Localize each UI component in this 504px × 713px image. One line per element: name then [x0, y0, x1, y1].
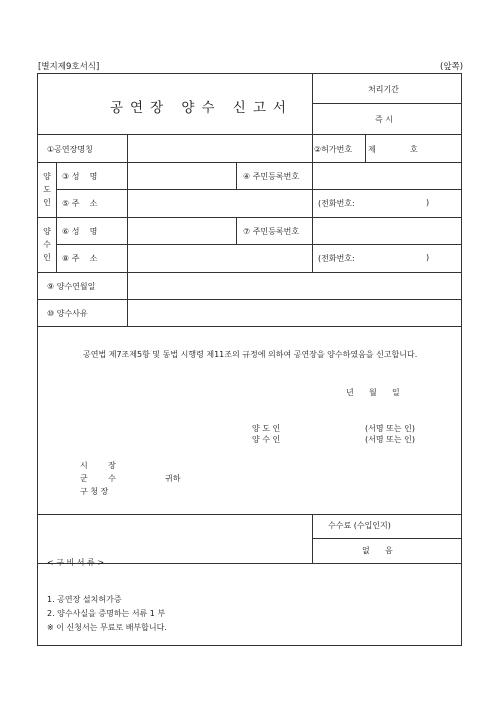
rule-fee-left: [312, 514, 313, 563]
rule-rrn-left-1: [236, 162, 237, 189]
rule-title-bottom: [37, 134, 462, 135]
recipient-district-head: 구 청 장: [80, 487, 109, 496]
free-distribution-note: ※ 이 신청서는 무료로 배부합니다.: [47, 623, 167, 632]
page-side-label: (앞쪽): [440, 62, 464, 72]
permit-number-suffix: 호: [410, 145, 418, 154]
transferee-phone-close: ): [426, 253, 430, 262]
rule-fee-mid: [312, 538, 462, 539]
transferee-group-label: 양수인: [43, 227, 51, 262]
required-doc-item: 1. 공연장 설치허가증: [47, 595, 122, 604]
transferor-name-label: ③ 성 명: [62, 172, 98, 181]
recipient-mayor: 시 장: [80, 461, 116, 470]
required-doc-item: 2. 양수사실을 증명하는 서류 1 부: [47, 609, 166, 618]
rule-hall-label: [127, 134, 128, 162]
rule-date-bottom: [37, 299, 462, 300]
processing-period-value: 즉 시: [375, 115, 393, 124]
rule-transferor-mid: [56, 189, 462, 190]
transferor-phone-close: ): [426, 198, 430, 207]
transferor-signature: (서명 또는 인): [365, 424, 415, 433]
required-docs-heading: < 구 비 서 류 >: [47, 558, 105, 567]
declaration-text: 공연법 제7조제5항 및 동법 시행령 제11조의 규정에 의하여 공연장을 양수하였음을 신고합니다.: [83, 350, 418, 359]
rule-rrn-left-2: [236, 217, 237, 244]
rule-reason-bottom: [37, 326, 462, 327]
transferor-sign-label: 양 도 인: [252, 424, 281, 433]
rule-label-col: [127, 162, 128, 326]
transfer-reason-label: ⑩ 양수사유: [47, 309, 88, 318]
rule-transferee-mid: [56, 244, 462, 245]
permit-number-label: ②허가번호: [314, 145, 353, 154]
rule-processing: [312, 103, 462, 104]
rule-phone-left-1: [312, 189, 313, 217]
rule-declaration-bottom: [37, 514, 462, 515]
transferee-phone-label: (전화번호:: [318, 254, 355, 263]
form-number: [별지제9호서식]: [38, 62, 100, 72]
rule-hall-bottom: [37, 162, 462, 163]
rule-group-col: [56, 162, 57, 272]
form-title: 공연장 양수 신고서: [110, 100, 293, 116]
transferor-phone-label: (전화번호:: [318, 199, 355, 208]
rule-permit-label-left: [312, 134, 313, 162]
hall-name-label: ①공연장명칭: [47, 145, 93, 154]
recipient-county-head: 군 수: [80, 474, 116, 483]
rule-phone-left-2: [312, 244, 313, 272]
fee-value: 없 음: [362, 546, 393, 555]
transferor-address-label: ⑤ 주 소: [62, 199, 98, 208]
transferee-name-label: ⑥ 성 명: [62, 227, 98, 236]
declaration-date-line: 년 월 일: [346, 388, 400, 397]
transferee-address-label: ⑧ 주 소: [62, 254, 98, 263]
rule-transferor-bottom: [37, 217, 462, 218]
rule-rrn-right-2: [312, 217, 313, 244]
transferee-signature: (서명 또는 인): [365, 435, 415, 444]
fee-label: 수수료 (수입인지): [328, 521, 391, 530]
processing-period-label: 처리기간: [368, 85, 399, 94]
permit-number-prefix: 제: [368, 145, 376, 154]
transferee-rrn-label: ⑦ 주민등록번호: [243, 227, 300, 236]
transferee-sign-label: 양 수 인: [252, 435, 281, 444]
rule-permit-label-right: [365, 134, 366, 162]
transferor-group-label: 양도인: [43, 172, 51, 207]
transfer-date-label: ⑨ 양수연월일: [47, 282, 96, 291]
recipient-honorific: 귀하: [165, 474, 181, 483]
rule-processing-left: [312, 73, 313, 134]
transferor-rrn-label: ④ 주민등록번호: [243, 172, 300, 181]
rule-transferee-bottom: [37, 272, 462, 273]
rule-rrn-right-1: [312, 162, 313, 189]
